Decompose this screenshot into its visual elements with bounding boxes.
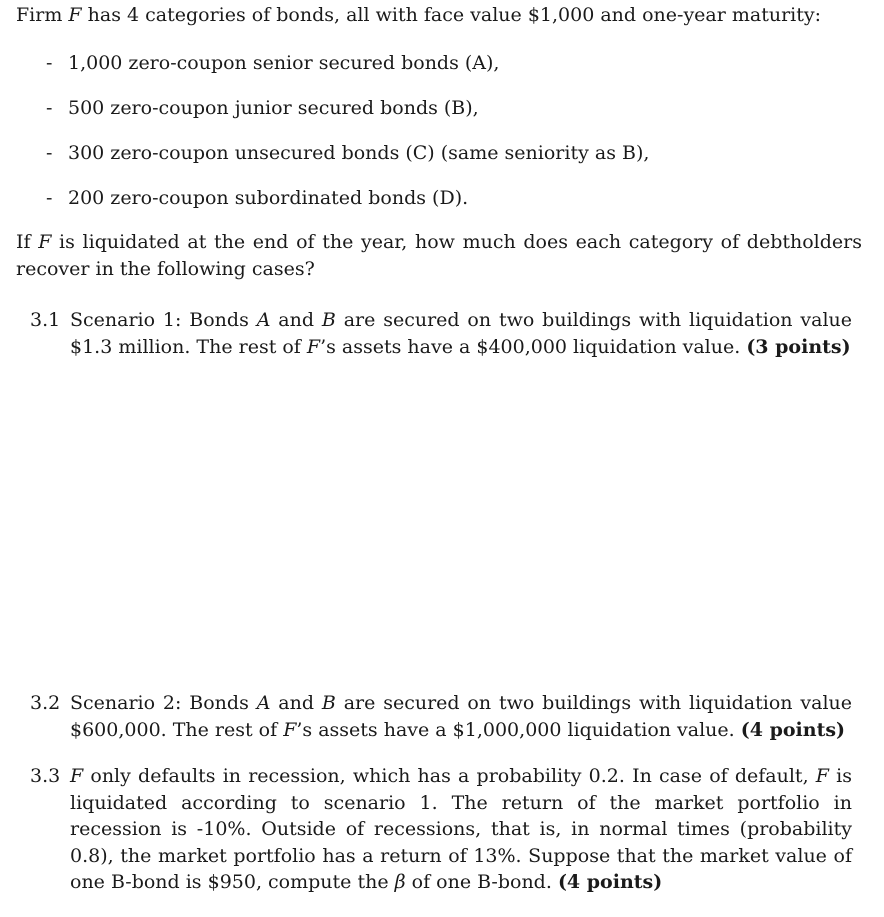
bond-list-item: [46, 185, 468, 212]
text-segment: is liquidated according to scenario 1. The return of the market portfolio in recession is -10%. Outside of recessions, that is, in normal times (probability 0.8), the market portfolio has a return of 13%. Suppose that the market value of one B-bond is $950, compute the: [70, 765, 852, 893]
item-number: 3.3: [30, 765, 61, 787]
intro-text-before: Firm: [16, 4, 69, 26]
text-segment: only defaults in recession, which has a probability 0.2. In case of default,: [83, 765, 816, 787]
intro-paragraph: [16, 2, 862, 29]
bond-a-text: 1,000 zero-coupon senior secured bonds (A),: [68, 52, 500, 74]
bond-list-item: [46, 95, 479, 122]
text-segment: Scenario 2: Bonds: [70, 692, 257, 714]
bond-list-item: [46, 140, 649, 167]
text-segment: ’s assets have a $1,000,000 liquidation value.: [296, 718, 735, 741]
points-label: (4 points): [740, 718, 846, 741]
question-text-before: If: [16, 231, 39, 253]
text-segment: Scenario 1: Bonds: [70, 309, 257, 331]
bullet-dash: -: [46, 187, 53, 209]
math-symbol: B: [321, 309, 336, 331]
text-segment: are secured on two buildings with liquidation value $600,000. The rest of: [70, 692, 852, 741]
math-symbol: F: [815, 765, 829, 787]
bond-list-item: [46, 50, 499, 77]
item-number: 3.2: [30, 692, 61, 714]
question-text-after: is liquidated at the end of the year, how much does each category of debtholders recover in the following cases?: [16, 231, 862, 280]
bond-c-text: 300 zero-coupon unsecured bonds (C) (same seniority as B),: [68, 142, 650, 164]
math-symbol: F: [70, 765, 84, 787]
question-paragraph: [16, 229, 862, 283]
math-symbol: A: [256, 309, 271, 331]
item-text: [70, 307, 852, 360]
question-item-3-3: [30, 763, 852, 896]
item-text: [70, 763, 852, 896]
points-label: (4 points): [557, 871, 663, 893]
math-symbol: B: [321, 692, 336, 714]
beta-symbol: β: [394, 871, 406, 893]
math-symbol: A: [256, 692, 271, 714]
item-number: 3.1: [30, 309, 61, 331]
bullet-dash: -: [46, 97, 53, 119]
text-segment: and: [270, 309, 322, 331]
bullet-dash: -: [46, 142, 53, 164]
bond-d-text: 200 zero-coupon subordinated bonds (D).: [68, 187, 469, 209]
bullet-dash: -: [46, 52, 53, 74]
math-symbol: F: [306, 335, 321, 358]
firm-symbol: F: [38, 231, 52, 253]
question-item-3-2: [30, 690, 852, 743]
text-segment: of one B-bond.: [405, 871, 552, 893]
text-segment: ’s assets have a $400,000 liquidation value.: [320, 335, 741, 358]
text-segment: are secured on two buildings with liquidation value $1.3 million. The rest of: [70, 309, 852, 358]
item-text: [70, 690, 852, 743]
points-label: (3 points): [746, 335, 851, 358]
text-segment: and: [270, 692, 322, 714]
bond-b-text: 500 zero-coupon junior secured bonds (B),: [68, 97, 479, 119]
intro-text-after: has 4 categories of bonds, all with face value $1,000 and one-year maturity:: [81, 4, 822, 26]
math-symbol: F: [283, 718, 297, 741]
firm-symbol: F: [68, 4, 82, 26]
question-item-3-1: [30, 307, 852, 360]
